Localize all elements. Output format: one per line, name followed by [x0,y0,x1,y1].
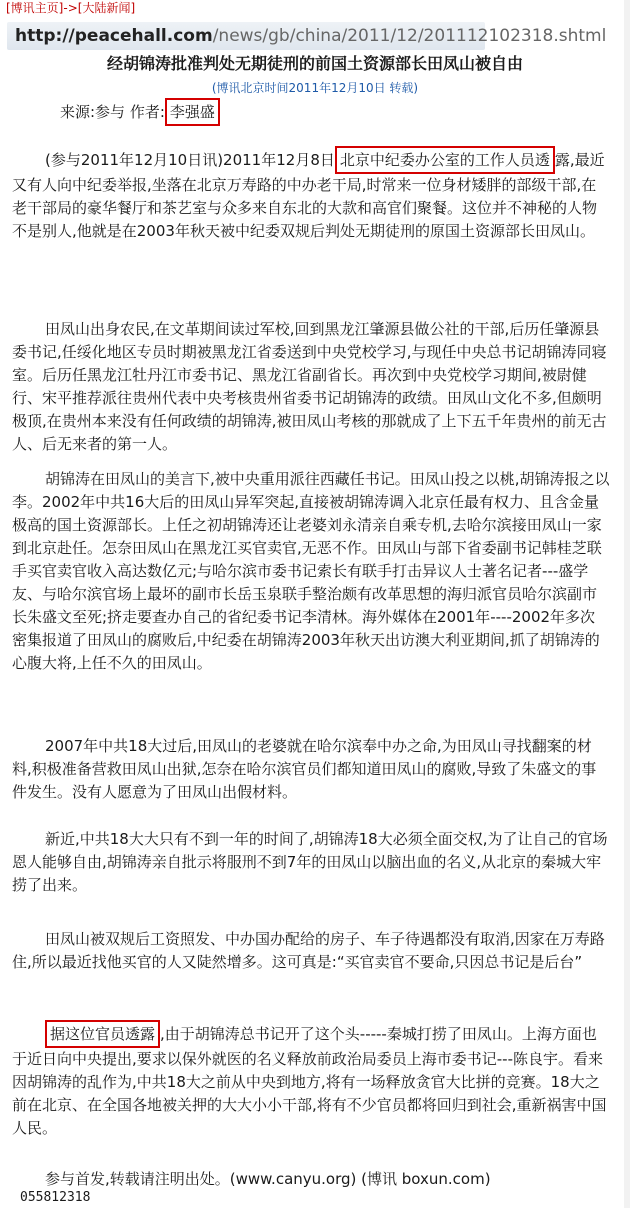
p7-highlight: 据这位官员透露 [45,1020,160,1048]
paragraph-5: 新近,中共18大大只有不到一年的时间了,胡锦涛18大必须全面交权,为了让自己的官场恩人能够自由,胡锦涛亲自批示将服刑不到7年的田凤山以脑出血的名义,从北京的秦城大牢捞了出来。 [12,830,608,894]
author-name: 李强盛 [165,98,220,126]
paragraph-6: 田凤山被双规后工资照发、中办国办配给的房子、车子待遇都没有取消,因家在万寿路住,所以最近找他买官的人又陡然增多。这可真是:“买官卖官不要命,只因总书记是后台” [12,930,605,971]
top-nav [6,1,135,15]
article-code: 055812318 [20,1190,91,1205]
p7-after: ,由于胡锦涛总书记开了这个头-----秦城打捞了田凤山。上海方面也于近日向中央提出,要求以保外就医的名义释放前政治局委员上海市委书记---陈良宇。看来因胡锦涛的乱作为,中共18大之前从中央到地方,将有一场释放贪官大比拼的竞赛。18大之前在北京、在全国各地被关押的大大小小干部,将有不少官员都将回归到社会,重新祸害中国人民。 [12,1025,607,1137]
url-host: http://peacehall.com [15,26,213,46]
p1-highlight: 北京中纪委办公室的工作人员透 [335,146,555,174]
paragraph-1 [12,146,610,243]
p1-before: (参与2011年12月10日讯)2011年12月8日 [45,151,335,169]
p1-after: 露,最近又有人向中纪委举报,坐落在北京万寿路的中办老干局,时常来一位身材矮胖的部级干部,在老干部局的豪华餐厅和茶艺室与众多来自东北的大款和高官们聚餐。这位并不神秘的人物不是别人,他就是在2003年秋天被中纪委双规后判处无期徒刑的原国土资源部长田凤山。 [12,151,605,240]
url-bar[interactable] [7,22,607,50]
paragraph-4: 2007年中共18大过后,田凤山的老婆就在哈尔滨奉中办之命,为田凤山寻找翻案的材料,积极准备营救田凤山出狱,怎奈在哈尔滨官员们都知道田凤山的腐败,导致了朱盛文的事件发生。没有人愿意为了田凤山出假材料。 [12,737,597,801]
url-path: /news/gb/china/2011/12/201112102318.shtml [212,26,607,46]
section-link[interactable]: [大陆新闻] [77,1,136,15]
paragraph-7 [12,1020,610,1140]
paragraph-8: 参与首发,转载请注明出处。(www.canyu.org) (博讯 boxun.com) [45,1170,491,1188]
paragraph-3: 胡锦涛在田凤山的美言下,被中央重用派往西藏任书记。田凤山投之以桃,胡锦涛报之以李。2002年中共16大后的田凤山异军突起,直接被胡锦涛调入北京任最有权力、且含金量极高的国土资源部长。上任之初胡锦涛还让老婆刘永清亲自乘专机,去哈尔滨接田凤山一家到北京赴任。怎奈田凤山在黑龙江买官卖官,无恶不作。田凤山与部下省委副书记韩桂芝联手买官卖官收入高达数亿元;与哈尔滨市委书记索长有联手打击异议人士著名记者---盛学友、与哈尔滨官场上最坏的副市长岳玉泉联手整治颇有改革思想的海归派官员哈尔滨副市长朱盛文至死;挤走要查办自己的省纪委书记李清林。海外媒体在2001年----2002年多次密集报道了田凤山的腐败后,中纪委在胡锦涛2003年秋天出访澳大利亚期间,抓了胡锦涛的心腹大将,上任不久的田凤山。 [12,470,610,672]
nav-arrow: -> [63,1,78,15]
article-headline: 经胡锦涛批准判处无期徒刑的前国土资源部长田凤山被自由 [106,54,523,73]
article-source [60,98,220,126]
home-link[interactable]: [博讯主页] [6,1,64,15]
paragraph-2: 田凤山出身农民,在文革期间读过军校,回到黑龙江肇源县做公社的干部,后历任肇源县委书记,任绥化地区专员时期被黑龙江省委送到中央党校学习,与现任中央总书记胡锦涛同寝室。后历任黑龙江牡丹江市委书记、黑龙江省副省长。再次到中央党校学习期间,被尉健行、宋平推荐派往贵州代表中央考核贵州省委书记胡锦涛的政绩。田凤山文化不多,但颇明极顶,在贵州本来没有任何政绩的胡锦涛,被田凤山考核的那就成了上下五千年贵州的前无古人、后无来者的第一人。 [12,320,607,453]
scrollbar[interactable] [624,0,630,1208]
source-prefix: 来源:参与 作者: [60,103,165,121]
article-dateline: (博讯北京时间2011年12月10日 转载) [211,81,419,95]
